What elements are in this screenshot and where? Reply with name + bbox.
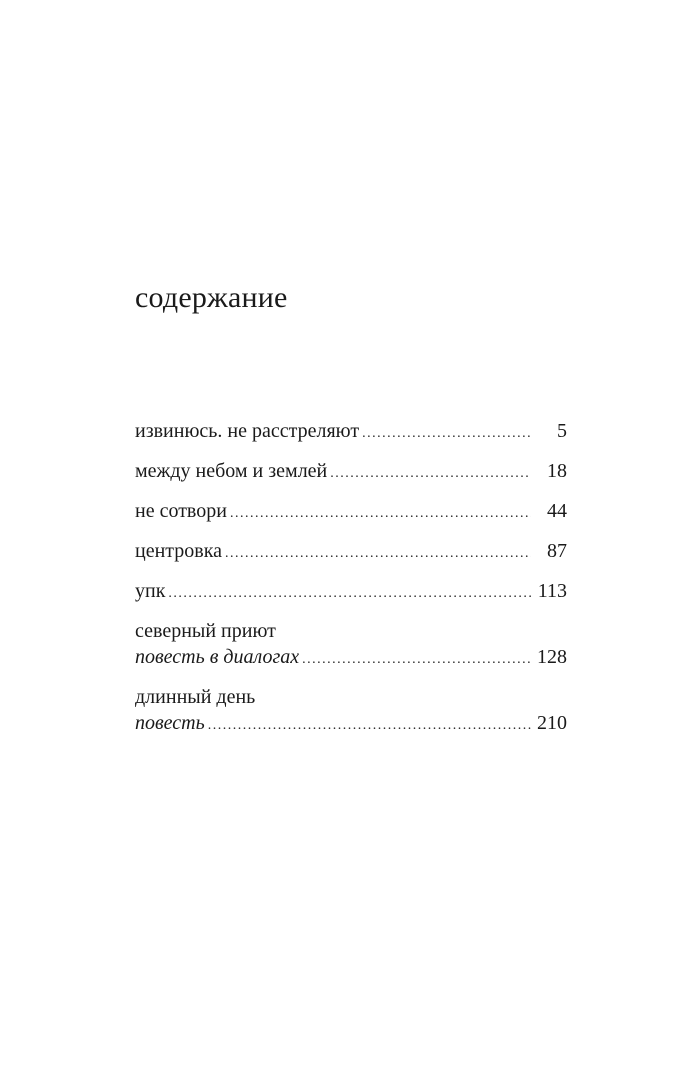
dot-leader bbox=[225, 541, 531, 567]
toc-page-number: 18 bbox=[547, 460, 567, 482]
toc-entry-title: извинюсь. не расстреляют bbox=[135, 420, 360, 442]
toc-entry-subtitle: повесть в диалогах bbox=[135, 646, 300, 668]
toc-entry-title: не сотвори bbox=[135, 500, 227, 522]
toc-entry[interactable] bbox=[135, 538, 567, 564]
toc-entry-title: между небом и землей bbox=[135, 460, 328, 482]
toc-entry-title: северный приют bbox=[135, 620, 276, 642]
toc-entry[interactable] bbox=[135, 458, 567, 484]
toc-line bbox=[135, 418, 567, 444]
toc-line bbox=[135, 710, 567, 736]
dot-leader bbox=[208, 713, 531, 739]
toc-page-number: 210 bbox=[537, 712, 567, 734]
toc-entry-title: длинный день bbox=[135, 686, 256, 708]
toc-entry[interactable] bbox=[135, 418, 567, 444]
toc-line bbox=[135, 644, 567, 670]
toc-page-number: 128 bbox=[537, 646, 567, 668]
toc-line bbox=[135, 458, 567, 484]
dot-leader bbox=[230, 501, 531, 527]
dot-leader bbox=[168, 581, 531, 607]
toc-entry-title: центровка bbox=[135, 540, 223, 562]
toc-line bbox=[135, 538, 567, 564]
toc-page-number: 5 bbox=[557, 420, 567, 442]
toc-entry[interactable] bbox=[135, 684, 567, 736]
dot-leader bbox=[302, 647, 531, 673]
toc-entry-subtitle: повесть bbox=[135, 712, 205, 734]
toc-entry[interactable] bbox=[135, 578, 567, 604]
toc-page-number: 44 bbox=[547, 500, 567, 522]
dot-leader bbox=[362, 421, 531, 447]
table-of-contents bbox=[135, 418, 567, 750]
toc-page-number: 87 bbox=[547, 540, 567, 562]
toc-line bbox=[135, 498, 567, 524]
toc-entry[interactable] bbox=[135, 618, 567, 670]
toc-page-number: 113 bbox=[537, 580, 567, 602]
dot-leader bbox=[330, 461, 531, 487]
toc-entry[interactable] bbox=[135, 498, 567, 524]
toc-title: содержание bbox=[135, 281, 288, 314]
toc-entry-title: упк bbox=[135, 580, 166, 602]
toc-line bbox=[135, 578, 567, 604]
